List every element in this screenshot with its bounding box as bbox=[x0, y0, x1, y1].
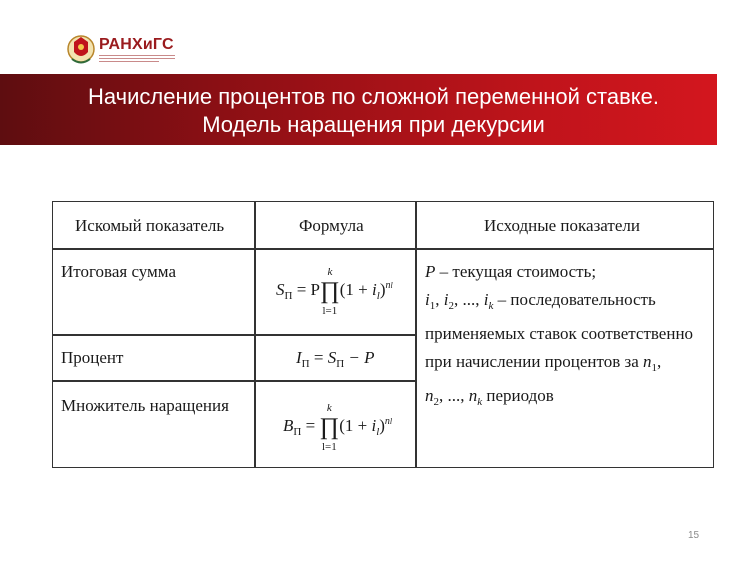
row-divider bbox=[53, 380, 416, 382]
emblem-icon bbox=[66, 32, 96, 68]
source-line: $i_1$, $i_2$, ..., $i_k$ – последовательность bbox=[425, 290, 656, 312]
source-line: $n_2$, ..., $n_k$ периодов bbox=[425, 386, 554, 408]
product-symbol: ∏ k l=1 bbox=[319, 402, 340, 453]
page-number: 15 bbox=[688, 530, 700, 541]
column-header: Исходные показатели bbox=[484, 216, 640, 235]
logo-subline bbox=[99, 61, 159, 62]
ranepa-logo bbox=[66, 32, 176, 68]
indicator-label: Множитель наращения bbox=[61, 396, 229, 415]
formula-table bbox=[52, 201, 714, 468]
slide-title-line1: Начисление процентов по сложной переменной ставке. bbox=[88, 84, 659, 109]
source-line: при начислении процентов за $n_1$, bbox=[425, 352, 662, 374]
formula-total-sum: $S_П$ = P∏ k l=1 $(1 + i_l)^{nl}$ bbox=[276, 266, 393, 317]
title-banner bbox=[0, 74, 717, 145]
formula-interest: $I_П = S_П - P$ bbox=[296, 348, 375, 370]
column-header: Формула bbox=[299, 216, 364, 235]
column-header: Искомый показатель bbox=[75, 216, 225, 235]
source-line: P – текущая стоимость; bbox=[425, 262, 597, 281]
source-indicators bbox=[425, 258, 693, 416]
slide-title-line2: Модель наращения при декурсии bbox=[202, 112, 545, 137]
indicator-label: Итоговая сумма bbox=[61, 262, 176, 281]
logo-subline bbox=[99, 58, 175, 59]
product-symbol: ∏ k l=1 bbox=[320, 266, 340, 317]
row-divider bbox=[53, 248, 713, 250]
row-divider bbox=[53, 334, 416, 336]
source-line: применяемых ставок соответственно bbox=[425, 324, 694, 343]
formula-accumulation-factor: $B_П$ = ∏ k l=1 $(1 + i_l)^{nl}$ bbox=[283, 402, 393, 453]
indicator-label: Процент bbox=[61, 348, 124, 367]
logo-text: РАНХиГС bbox=[99, 36, 174, 53]
logo-subline bbox=[99, 55, 175, 56]
